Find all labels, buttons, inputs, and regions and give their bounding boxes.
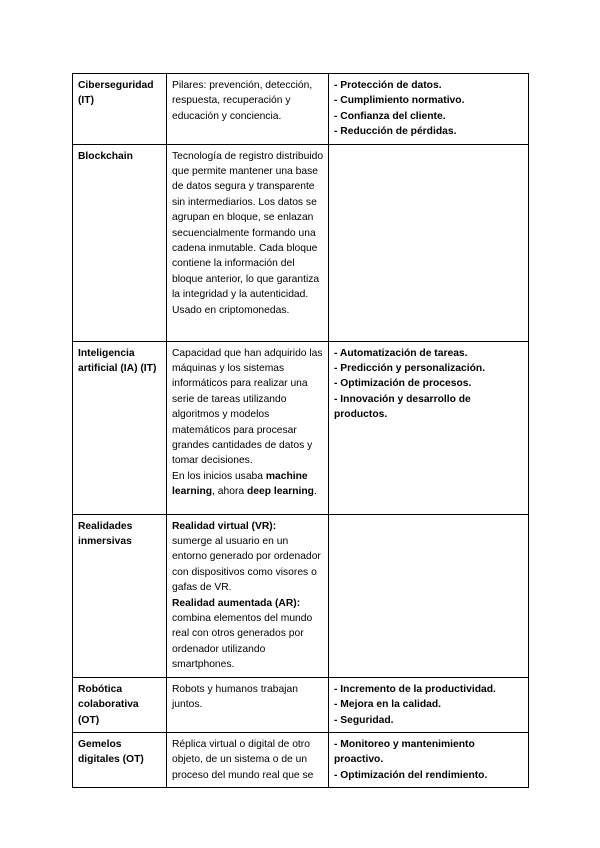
vr-text: sumerge al usuario en un entorno generado por ordenador con dispositivos como visores o gafas de VR. xyxy=(172,536,321,594)
technology-name: Realidades inmersivas xyxy=(73,514,167,677)
benefit-item: - Seguridad. xyxy=(334,714,394,726)
term-deep-learning: deep learning xyxy=(246,486,314,498)
technology-name: Gemelos digitales (OT) xyxy=(73,732,167,787)
benefit-item: - Monitoreo y mantenimiento proactivo. xyxy=(334,738,475,766)
ar-text: combina elementos del mundo real con otros generados por ordenador utilizando smartphones. xyxy=(172,613,313,671)
technology-name: Ciberseguridad (IT) xyxy=(73,74,167,145)
benefits-cell xyxy=(329,341,529,514)
table-row xyxy=(73,144,529,341)
table-row xyxy=(73,677,529,732)
benefit-item: - Optimización del rendimiento. xyxy=(334,769,488,781)
benefits-cell xyxy=(329,677,529,732)
technology-table xyxy=(72,73,529,788)
benefit-item: - Incremento de la productividad. xyxy=(334,683,496,695)
benefit-item: - Reducción de pérdidas. xyxy=(334,126,457,138)
benefit-item: - Confianza del cliente. xyxy=(334,110,446,122)
technology-description xyxy=(167,341,329,514)
benefit-item: - Mejora en la calidad. xyxy=(334,699,442,711)
technology-description: Réplica virtual o digital de otro objeto, de un sistema o de un proceso del mundo real que se xyxy=(167,732,329,787)
description-text-2: En los inicios usaba machine learning, ahora deep learning. xyxy=(172,470,317,498)
benefits-cell xyxy=(329,514,529,677)
description-text: Capacidad que han adquirido las máquinas y los sistemas informáticos para realizar una serie de tareas utilizando algoritmos y modelos matemáticos para procesar grandes cantidades de datos y tomar decisiones. xyxy=(172,347,323,467)
technology-name: Inteligencia artificial (IA) (IT) xyxy=(73,341,167,514)
technology-description: Robots y humanos trabajan juntos. xyxy=(167,677,329,732)
term-machine-learning: machine learning xyxy=(172,470,308,498)
technology-name: Blockchain xyxy=(73,144,167,341)
benefit-item: - Optimización de procesos. xyxy=(334,378,472,390)
benefits-cell xyxy=(329,74,529,145)
table-row xyxy=(73,514,529,677)
table-row xyxy=(73,732,529,787)
benefit-item: - Protección de datos. xyxy=(334,80,442,91)
ar-title: Realidad aumentada (AR): xyxy=(172,597,301,609)
benefit-item: - Automatización de tareas. xyxy=(334,347,468,359)
benefits-cell xyxy=(329,144,529,341)
table-row xyxy=(73,74,529,145)
technology-description: Pilares: prevención, detección, respuesta, recuperación y educación y conciencia. xyxy=(167,74,329,145)
technology-description xyxy=(167,514,329,677)
table-row xyxy=(73,341,529,514)
technology-name: Robótica colaborativa (OT) xyxy=(73,677,167,732)
vr-title: Realidad virtual (VR): xyxy=(172,520,277,532)
benefit-item: - Innovación y desarrollo de productos. xyxy=(334,393,471,421)
technology-description: Tecnología de registro distribuido que permite mantener una base de datos segura y transparente sin intermediarios. Los datos se agrupan en bloque, se enlazan secuencialmente formando una cadena inmutable. Cada bloque contiene la información del bloque anterior, lo que garantiza la integridad y la autenticidad. Usado en criptomonedas. xyxy=(167,144,329,341)
benefits-cell xyxy=(329,732,529,787)
benefit-item: - Cumplimiento normativo. xyxy=(334,95,465,107)
benefit-item: - Predicción y personalización. xyxy=(334,363,486,375)
